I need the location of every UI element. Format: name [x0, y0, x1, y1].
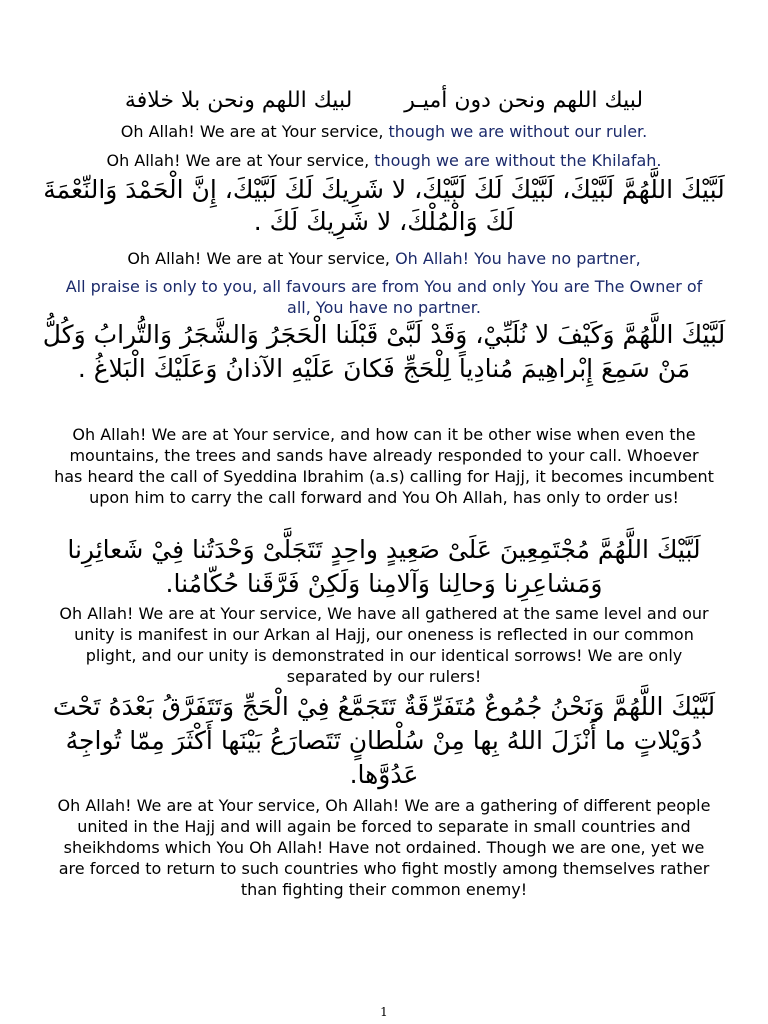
english-talbiyah-line1 — [54, 248, 714, 269]
english-talbiyah-line2: All praise is only to you, all favours are from You and only You are The Owner of all, You have no partner. — [65, 277, 703, 317]
english-talbiyah-blue: Oh Allah! You have no partner, — [395, 249, 641, 268]
english-line-ruler-plain: Oh Allah! We are at Your service, — [120, 122, 389, 141]
arabic-talbiyah: لَبَّيْكَ اللَّهُمَّ لَبَّيْكَ، لَبَّيْكَ لَكَ لَبَّيْكَ، لا شَرِيكَ لَكَ لَبَّيْكَ، إِنَّ الْحَمْدَ وَالنِّعْمَةَ لَكَ وَالْمُلْكَ، لا شَرِيكَ لَكَ . — [43, 175, 725, 236]
english-line-khilafah — [54, 150, 714, 171]
english-line-ruler — [54, 121, 714, 142]
page-number: 1 — [380, 1005, 388, 1019]
english-paragraph-2: Oh Allah! We are at Your service, and how can it be other wise when even the mountains, the trees and sands have already responded to your call. Whoever has heard the call of Syeddina Ibrahim (a.s) calling for Hajj, it becomes incumbent upon him to carry the call forward and You Oh Allah, has only to order us! — [54, 425, 714, 507]
english-line-khilafah-plain: Oh Allah! We are at Your service, — [106, 151, 375, 170]
english-line-ruler-blue: though we are without our ruler. — [388, 122, 648, 141]
english-paragraph-3: Oh Allah! We are at Your service, We have all gathered at the same level and our unity is manifest in our Arkan al Hajj, our oneness is reflected in our common plight, and our unity is demonstrated in our identical sorrows! We are only separated by our rulers! — [59, 604, 709, 686]
arabic-header-left: لبيك اللهم ونحن بلا خلافة — [124, 88, 353, 113]
arabic-paragraph-3: لَبَّيْكَ اللَّهُمَّ مُجْتَمِعِينَ عَلَىْ صَعِيدٍ واحِدٍ تَتَجَلَّىْ وَحْدَتُنا فِيْ شَعائِرِنا وَمَشاعِرِنا وَحالِنا وَآلامِنا وَلَكِنْ فَرَّقَنا حُكّامُنا. — [67, 535, 701, 598]
english-paragraph-4: Oh Allah! We are at Your service, Oh Allah! We are a gathering of different people united in the Hajj and will again be forced to separate in small countries and sheikhdoms which You Oh Allah! Have not ordained. Though we are one, yet we are forced to return to such countries who fight mostly among themselves rather than fighting their common enemy! — [57, 796, 711, 899]
arabic-paragraph-2: لَبَّيْكَ اللَّهُمَّ وَكَيْفَ لا نُلَبِّيْ، وَقَدْ لَبَّىْ قَبْلَنا الْحَجَرُ وَالشَّجَرُ وَالتُّرابُ وَكُلُّ مَنْ سَمِعَ إِبْراهِيمَ مُنادِياً لِلْحَجِّ فَكانَ عَلَيْهِ الآذانُ وَعَلَيْكَ الْبَلاغُ . — [42, 320, 726, 383]
english-talbiyah-plain: Oh Allah! We are at Your service, — [127, 249, 396, 268]
arabic-header-right: لبيك اللهم ونحن دون أميـر — [404, 88, 644, 113]
arabic-header — [0, 86, 768, 116]
arabic-paragraph-4: لَبَّيْكَ اللَّهُمَّ وَنَحْنُ جُمُوعٌ مُتَفَرِّقَةٌ تَتَجَمَّعُ فِيْ الْحَجِّ وَتَتَفَرَّقُ بَعْدَهُ تَحْتَ دُوَيْلاتٍ ما أَنْزَلَ اللهُ بِها مِنْ سُلْطانٍ تَتَصارَعُ بَيْنَها أَكْثَرَ مِمّا تُواجِهُ عَدُوَّها. — [52, 692, 716, 789]
english-line-khilafah-blue: though we are without the Khilafah. — [374, 151, 662, 170]
